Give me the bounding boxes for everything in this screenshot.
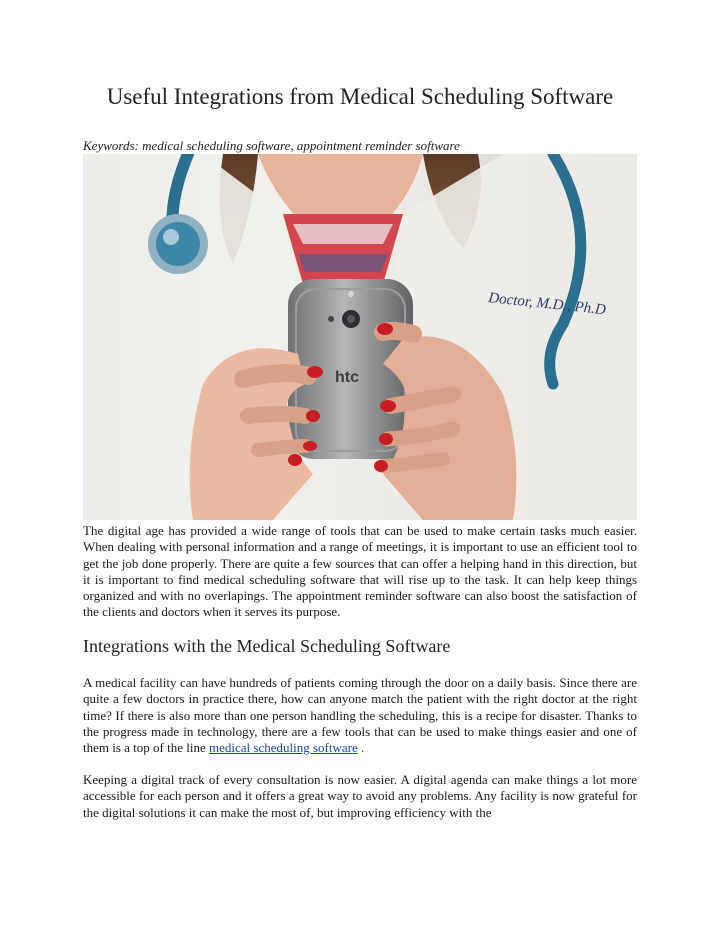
doctor-phone-photo: [83, 154, 637, 520]
photo-illustration: [83, 154, 637, 520]
medical-scheduling-software-link[interactable]: medical scheduling software: [209, 740, 358, 756]
intro-paragraph: The digital age has provided a wide range of tools that can be used to make certain tasks much easier. When dealing with personal information and a range of meetings, it is important to use an efficient tool to get the job done properly. There are quite a few sources that can offer a helping hand in this direction, but it is important to find medical scheduling software that will rise up to the task. It can help keep things organized and with no overlapings. The appointment reminder software can also boost the satisfaction of the clients and doctors when it serves its purpose.: [83, 523, 637, 620]
body-paragraph-2: Keeping a digital track of every consultation is now easier. A digital agenda can make things a lot more accessible for each person and it offers a great way to avoid any problems. Any facility is now grateful for the digital solutions it can make the most of, but improving efficiency with the: [83, 772, 637, 820]
body-paragraph-1: [83, 675, 637, 756]
keywords-line: Keywords: medical scheduling software, appointment reminder software: [83, 138, 460, 153]
document-title: Useful Integrations from Medical Scheduling Software: [106, 84, 614, 109]
paragraph-text: A medical facility can have hundreds of patients coming through the door on a daily basis. Since there are quite a few doctors in practice there, how can anyone match the patient with the right doctor at the right time? If there is also more than one person handling the scheduling, this is a recipe for disaster. Thanks to the progress made in technology, there are a few tools that can be used to make things easier and one of them is a top of the line: [83, 675, 637, 756]
section-heading: Integrations with the Medical Scheduling Software: [83, 636, 451, 656]
paragraph-text-end: .: [357, 740, 365, 756]
phone-brand: htc: [335, 369, 359, 386]
coat-embroidery: Doctor, M.D., Ph.D: [487, 290, 607, 319]
